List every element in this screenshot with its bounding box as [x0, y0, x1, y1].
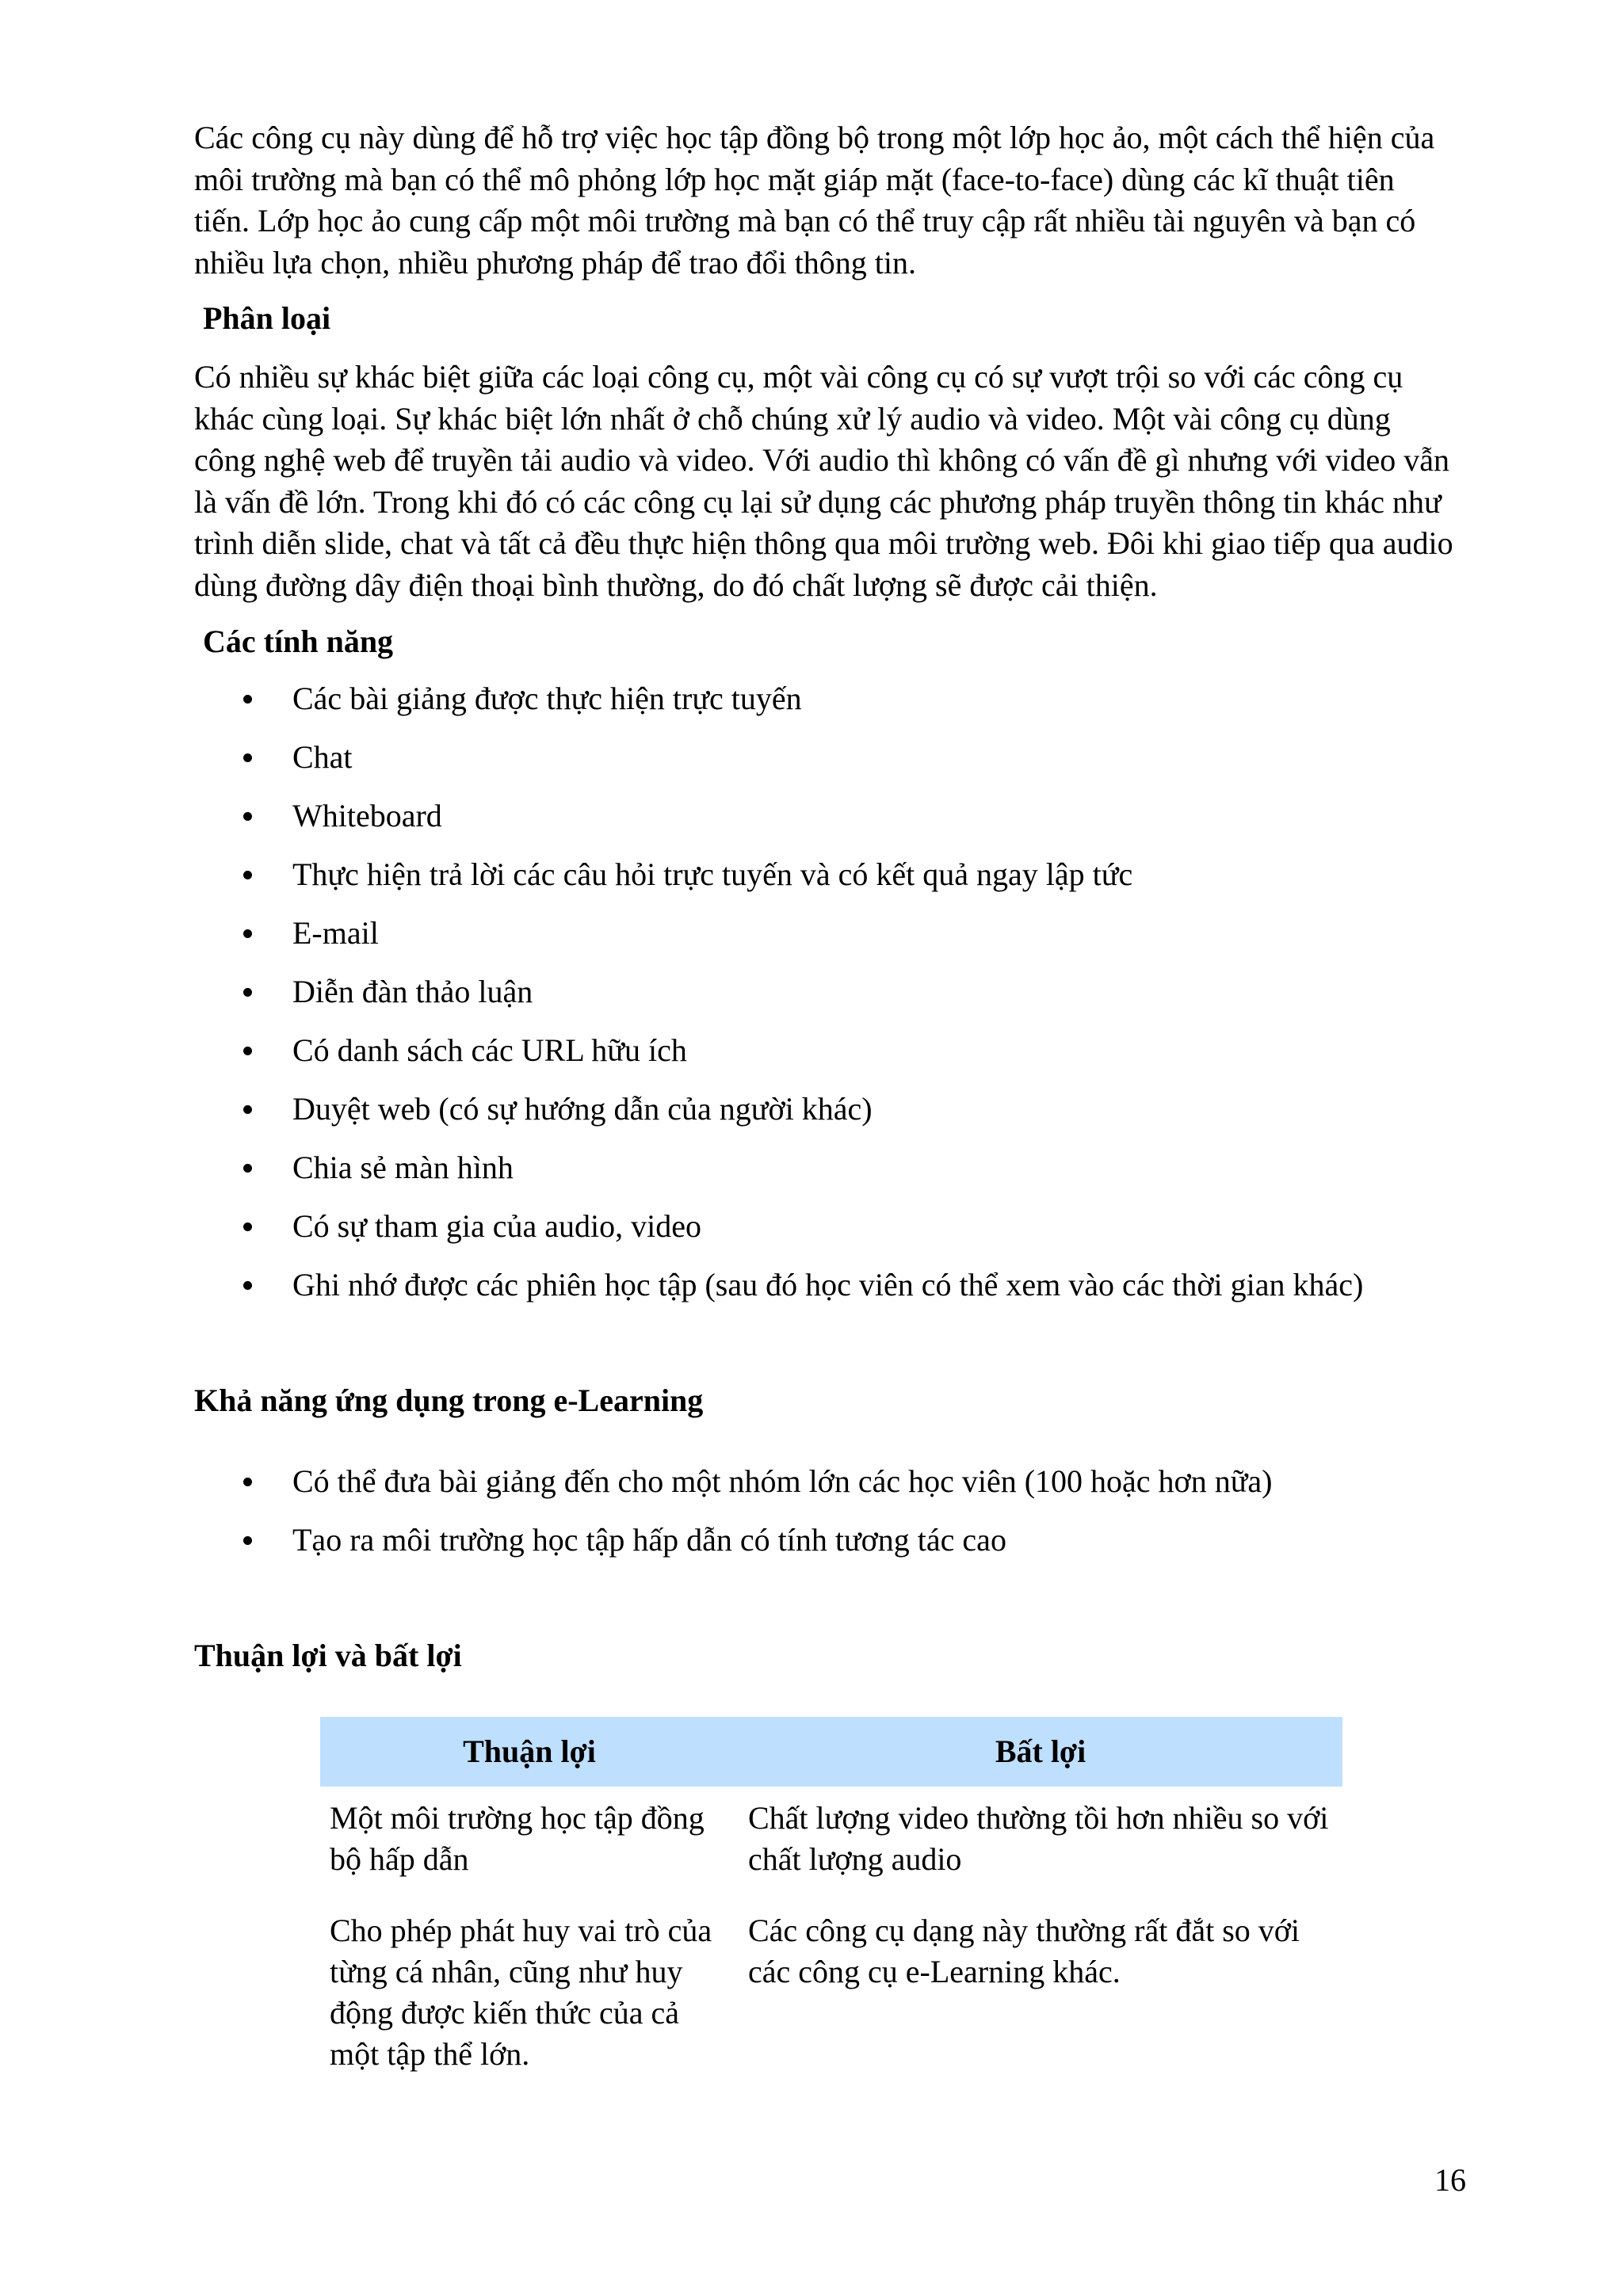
list-item: Có danh sách các URL hữu ích: [194, 1030, 1462, 1089]
bullet-icon: [243, 1164, 252, 1173]
classification-heading: Phân loại: [203, 300, 331, 336]
bullet-icon: [243, 753, 252, 762]
pros-cons-heading: Thuận lợi và bất lợi: [194, 1638, 462, 1673]
features-list: [194, 678, 1462, 1323]
con-cell: Chất lượng video thường tồi hơn nhiều so với chất lượng audio: [748, 1800, 1329, 1877]
applicability-heading: Khả năng ứng dụng trong e-Learning: [194, 1383, 704, 1418]
list-item: Diễn đàn thảo luận: [194, 971, 1462, 1030]
bullet-icon: [243, 929, 252, 938]
applicability-list: [194, 1461, 1462, 1578]
list-item: Thực hiện trả lời các câu hỏi trực tuyến và có kết quả ngay lập tức: [194, 854, 1462, 913]
bullet-icon: [243, 1047, 252, 1055]
bullet-icon: [243, 1478, 252, 1486]
intro-paragraph: Các công cụ này dùng để hỗ trợ việc học tập đồng bộ trong một lớp học ảo, một cách thể hiện của môi trường mà bạn có thể mô phỏng lớp học mặt giáp mặt (face-to-face) dùng các kĩ thuật tiên tiến. Lớp học ảo cung cấp một môi trường mà bạn có thể truy cập rất nhiều tài nguyên và bạn có nhiều lựa chọn, nhiều phương pháp để trao đổi thông tin.: [194, 120, 1435, 280]
pros-cons-table: [320, 1717, 1342, 2075]
cons-column-header: Bất lợi: [739, 1717, 1342, 1787]
list-item: Có thể đưa bài giảng đến cho một nhóm lớn các học viên (100 hoặc hơn nữa): [194, 1461, 1462, 1520]
bullet-icon: [243, 1105, 252, 1114]
pro-cell: Một môi trường học tập đồng bộ hấp dẫn: [330, 1800, 705, 1877]
bullet-icon: [243, 1536, 252, 1545]
table-row: [320, 1899, 1342, 2075]
con-cell: Các công cụ dạng này thường rất đắt so với các công cụ e-Learning khác.: [748, 1913, 1300, 1989]
table-row: [320, 1787, 1342, 1899]
list-item: Chat: [194, 737, 1462, 795]
bullet-icon: [243, 1281, 252, 1290]
list-item: Các bài giảng được thực hiện trực tuyến: [194, 678, 1462, 737]
bullet-icon: [243, 988, 252, 997]
list-item: Ghi nhớ được các phiên học tập (sau đó học viên có thể xem vào các thời gian khác): [194, 1264, 1462, 1323]
list-item: Chia sẻ màn hình: [194, 1147, 1462, 1206]
features-heading: Các tính năng: [203, 624, 394, 659]
list-item: E-mail: [194, 913, 1462, 971]
bullet-icon: [243, 695, 252, 704]
pros-column-header: Thuận lợi: [320, 1717, 739, 1787]
bullet-icon: [243, 812, 252, 821]
page-number: 16: [1434, 2162, 1466, 2198]
list-item: Whiteboard: [194, 795, 1462, 854]
bullet-icon: [243, 871, 252, 879]
classification-paragraph: Có nhiều sự khác biệt giữa các loại công cụ, một vài công cụ có sự vượt trội so với các công cụ khác cùng loại. Sự khác biệt lớn nhất ở chỗ chúng xử lý audio và video. Một vài công cụ dùng công nghệ web để truyền tải audio và video. Với audio thì không có vấn đề gì nhưng với video vẫn là vấn đề lớn. Trong khi đó có các công cụ lại sử dụng các phương pháp truyền thông tin khác như trình diễn slide, chat và tất cả đều thực hiện thông qua môi trường web. Đôi khi giao tiếp qua audio dùng đường dây điện thoại bình thường, do đó chất lượng sẽ được cải thiện.: [194, 359, 1453, 603]
list-item: Duyệt web (có sự hướng dẫn của người khác): [194, 1089, 1462, 1147]
list-item: Tạo ra môi trường học tập hấp dẫn có tính tương tác cao: [194, 1520, 1462, 1578]
pro-cell: Cho phép phát huy vai trò của từng cá nhân, cũng như huy động được kiến thức của cả một tập thể lớn.: [330, 1913, 712, 2072]
table-header-row: [320, 1717, 1342, 1787]
bullet-icon: [243, 1222, 252, 1231]
list-item: Có sự tham gia của audio, video: [194, 1206, 1462, 1264]
